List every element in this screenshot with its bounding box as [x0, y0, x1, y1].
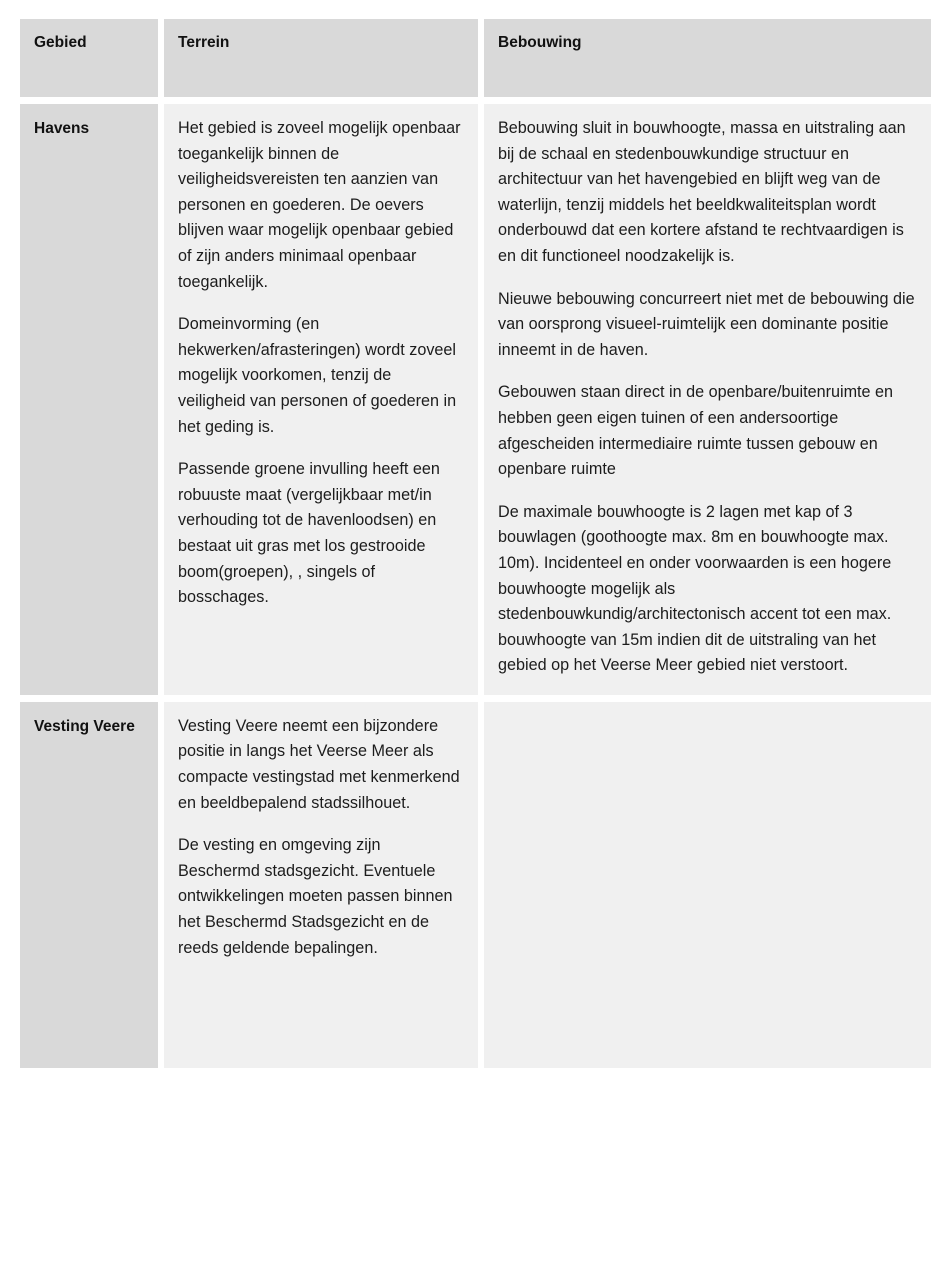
paragraph: Bebouwing sluit in bouwhoogte, massa en uitstraling aan bij de schaal en stedenbouwkundige structuur en architectuur van het havengebied en blijft weg van de waterlijn, tenzij middels het beeldkwaliteitsplan wordt onderbouwd dat een kortere afstand te rechtvaardigen is en dit functioneel noodzakelijk is.: [498, 119, 906, 265]
table-header: [20, 19, 931, 97]
paragraph: De maximale bouwhoogte is 2 lagen met kap of 3 bouwlagen (goothoogte max. 8m en bouwhoogte max. 10m). Incidenteel en onder voorwaarden is een hogere bouwhoogte mogelijk als stedenbouwkundig/architectonisch accent tot een max. bouwhoogte van 15m indien dit de uitstraling van het gebied op het Veerse Meer gebied niet verstoort.: [498, 502, 892, 675]
paragraph: Vesting Veere neemt een bijzondere positie in langs het Veerse Meer als compacte vestingstad met kenmerkend en beeldbepalend stadssilhouet.: [178, 716, 460, 812]
column-header-terrein: Terrein: [164, 19, 478, 97]
empty-content: [498, 714, 915, 1054]
cell-vesting-bebouwing: [484, 702, 931, 1068]
paragraph: De vesting en omgeving zijn Beschermd stadsgezicht. Eventuele ontwikkelingen moeten passen binnen het Beschermd Stadsgezicht en de reeds geldende bepalingen.: [178, 836, 453, 957]
paragraph: Het gebied is zoveel mogelijk openbaar toegankelijk binnen de veiligheidsvereisten ten aanzien van personen en goederen. De oevers blijven waar mogelijk openbaar gebied of zijn anders minimaal openbaar toegankelijk.: [178, 119, 461, 291]
column-header-gebied: Gebied: [20, 19, 158, 97]
spec-table: [14, 12, 937, 1075]
cell-havens-terrein: [164, 104, 478, 695]
table-row: [20, 702, 931, 1068]
row-label-vesting-veere: Vesting Veere: [20, 702, 158, 1068]
row-label-havens: Havens: [20, 104, 158, 695]
paragraph: Domeinvorming (en hekwerken/afrasteringen) wordt zoveel mogelijk voorkomen, tenzij de veiligheid van personen of goederen in het geding is.: [178, 315, 457, 436]
column-header-bebouwing: Bebouwing: [484, 19, 931, 97]
paragraph: Gebouwen staan direct in de openbare/buitenruimte en hebben geen eigen tuinen of een andersoortige afgescheiden intermediaire ruimte tussen gebouw en openbare ruimte: [498, 383, 894, 479]
header-row: [20, 19, 931, 97]
paragraph: Passende groene invulling heeft een robuuste maat (vergelijkbaar met/in verhouding tot de havenloodsen) en bestaat uit gras met los gestrooide boom(groepen), , singels of bosschages.: [178, 460, 440, 607]
table-row: [20, 104, 931, 695]
cell-havens-bebouwing: [484, 104, 931, 695]
cell-vesting-terrein: [164, 702, 478, 1068]
paragraph: Nieuwe bebouwing concurreert niet met de bebouwing die van oorsprong visueel-ruimtelijk een dominante positie inneemt in de haven.: [498, 289, 915, 359]
table-body: [20, 104, 931, 1068]
